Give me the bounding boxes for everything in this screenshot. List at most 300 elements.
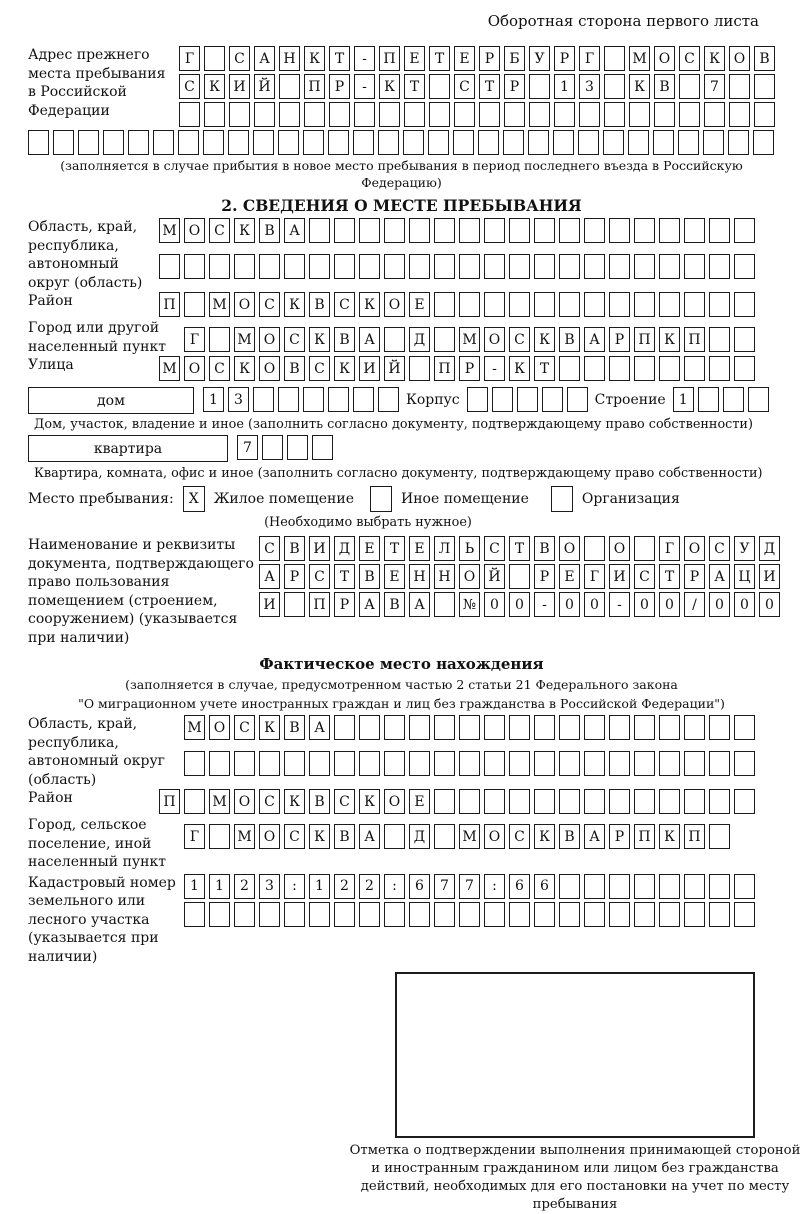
char-box[interactable] (709, 254, 730, 279)
char-box[interactable]: С (484, 536, 505, 561)
char-box[interactable]: С (209, 218, 230, 243)
char-box[interactable] (709, 824, 730, 849)
char-box[interactable] (709, 751, 730, 776)
char-box[interactable]: 6 (509, 874, 530, 899)
char-box[interactable]: Р (479, 46, 500, 71)
char-box[interactable]: С (229, 46, 250, 71)
char-box[interactable] (303, 387, 324, 412)
char-box[interactable] (559, 751, 580, 776)
char-box[interactable]: Р (609, 327, 630, 352)
char-box[interactable]: : (384, 874, 405, 899)
char-box[interactable] (128, 130, 149, 155)
char-box[interactable]: В (559, 327, 580, 352)
char-box[interactable] (684, 254, 705, 279)
char-box[interactable]: 2 (234, 874, 255, 899)
char-box[interactable] (554, 102, 575, 127)
char-box[interactable] (509, 254, 530, 279)
char-box[interactable] (453, 130, 474, 155)
char-box[interactable] (334, 254, 355, 279)
char-box[interactable] (628, 130, 649, 155)
char-box[interactable]: 1 (203, 387, 224, 412)
char-box[interactable]: К (359, 292, 380, 317)
char-box[interactable] (559, 874, 580, 899)
char-box[interactable] (353, 130, 374, 155)
char-box[interactable]: Т (404, 74, 425, 99)
char-box[interactable] (484, 218, 505, 243)
char-box[interactable]: М (184, 715, 205, 740)
char-box[interactable] (634, 715, 655, 740)
char-box[interactable]: А (584, 327, 605, 352)
char-box[interactable] (709, 292, 730, 317)
char-box[interactable]: С (454, 74, 475, 99)
char-box[interactable]: - (609, 592, 630, 617)
char-box[interactable]: П (684, 327, 705, 352)
char-box[interactable] (754, 102, 775, 127)
char-box[interactable] (509, 564, 530, 589)
char-box[interactable]: Т (384, 536, 405, 561)
char-box[interactable] (509, 292, 530, 317)
char-box[interactable] (609, 356, 630, 381)
char-box[interactable] (584, 254, 605, 279)
char-box[interactable] (559, 218, 580, 243)
char-box[interactable] (278, 387, 299, 412)
char-box[interactable]: : (284, 874, 305, 899)
char-box[interactable]: У (734, 536, 755, 561)
char-box[interactable]: Е (559, 564, 580, 589)
char-box[interactable] (659, 715, 680, 740)
char-box[interactable] (492, 387, 513, 412)
char-box[interactable]: Д (409, 824, 430, 849)
char-box[interactable] (534, 751, 555, 776)
char-box[interactable] (584, 218, 605, 243)
char-box[interactable] (279, 74, 300, 99)
char-box[interactable]: Д (409, 327, 430, 352)
char-box[interactable]: Г (659, 536, 680, 561)
char-box[interactable]: И (229, 74, 250, 99)
char-box[interactable]: И (359, 356, 380, 381)
char-box[interactable]: К (534, 327, 555, 352)
char-box[interactable] (509, 715, 530, 740)
char-box[interactable]: Г (184, 824, 205, 849)
char-box[interactable] (78, 130, 99, 155)
char-box[interactable]: О (484, 327, 505, 352)
char-box[interactable] (654, 102, 675, 127)
char-box[interactable] (734, 254, 755, 279)
char-box[interactable] (609, 874, 630, 899)
char-box[interactable] (459, 218, 480, 243)
char-box[interactable]: И (759, 564, 780, 589)
char-box[interactable]: 0 (659, 592, 680, 617)
char-box[interactable] (28, 130, 49, 155)
char-box[interactable] (734, 789, 755, 814)
char-box[interactable] (509, 902, 530, 927)
char-box[interactable] (634, 356, 655, 381)
char-box[interactable]: Ь (459, 536, 480, 561)
char-box[interactable] (209, 902, 230, 927)
char-box[interactable]: Л (434, 536, 455, 561)
char-box[interactable]: И (259, 592, 280, 617)
char-box[interactable] (504, 102, 525, 127)
char-box[interactable]: В (754, 46, 775, 71)
char-box[interactable] (434, 218, 455, 243)
char-box[interactable] (709, 902, 730, 927)
char-box[interactable] (484, 292, 505, 317)
char-box[interactable] (609, 218, 630, 243)
char-box[interactable] (729, 102, 750, 127)
char-box[interactable]: С (284, 824, 305, 849)
char-box[interactable]: П (634, 824, 655, 849)
char-box[interactable] (559, 254, 580, 279)
char-box[interactable]: С (509, 824, 530, 849)
char-box[interactable]: О (184, 218, 205, 243)
char-box[interactable]: М (234, 824, 255, 849)
char-box[interactable]: В (284, 356, 305, 381)
char-box[interactable]: 0 (709, 592, 730, 617)
char-box[interactable] (634, 536, 655, 561)
char-box[interactable] (678, 130, 699, 155)
char-box[interactable] (229, 102, 250, 127)
char-box[interactable]: - (354, 74, 375, 99)
char-box[interactable]: Г (584, 564, 605, 589)
char-box[interactable] (434, 751, 455, 776)
char-box[interactable]: 3 (259, 874, 280, 899)
char-box[interactable]: Е (384, 564, 405, 589)
char-box[interactable] (709, 874, 730, 899)
char-box[interactable] (253, 387, 274, 412)
char-box[interactable]: 0 (734, 592, 755, 617)
char-box[interactable] (604, 46, 625, 71)
char-box[interactable]: 2 (359, 874, 380, 899)
char-box[interactable] (309, 218, 330, 243)
char-box[interactable] (534, 292, 555, 317)
char-box[interactable] (303, 130, 324, 155)
char-box[interactable] (262, 435, 283, 460)
char-box[interactable] (484, 902, 505, 927)
char-box[interactable]: С (309, 564, 330, 589)
char-box[interactable] (734, 874, 755, 899)
char-box[interactable] (559, 292, 580, 317)
char-box[interactable]: К (204, 74, 225, 99)
char-box[interactable]: О (559, 536, 580, 561)
char-box[interactable] (609, 751, 630, 776)
char-box[interactable]: Р (554, 46, 575, 71)
char-box[interactable] (184, 751, 205, 776)
char-box[interactable] (434, 292, 455, 317)
char-box[interactable]: / (684, 592, 705, 617)
char-box[interactable]: Т (659, 564, 680, 589)
char-box[interactable] (578, 130, 599, 155)
char-box[interactable]: В (284, 715, 305, 740)
char-box[interactable] (659, 356, 680, 381)
char-box[interactable] (584, 902, 605, 927)
char-box[interactable] (534, 789, 555, 814)
char-box[interactable] (259, 254, 280, 279)
char-box[interactable]: А (584, 824, 605, 849)
char-box[interactable]: С (334, 292, 355, 317)
char-box[interactable] (584, 874, 605, 899)
char-box[interactable]: - (534, 592, 555, 617)
char-box[interactable] (509, 218, 530, 243)
char-box[interactable] (659, 789, 680, 814)
char-box[interactable] (734, 751, 755, 776)
char-box[interactable] (698, 387, 719, 412)
char-box[interactable]: А (359, 592, 380, 617)
char-box[interactable]: К (234, 356, 255, 381)
char-box[interactable]: 0 (559, 592, 580, 617)
char-box[interactable] (459, 902, 480, 927)
char-box[interactable] (284, 751, 305, 776)
char-box[interactable] (734, 715, 755, 740)
char-box[interactable]: Р (329, 74, 350, 99)
char-box[interactable]: Д (334, 536, 355, 561)
char-box[interactable] (204, 102, 225, 127)
char-box[interactable] (459, 254, 480, 279)
char-box[interactable]: О (684, 536, 705, 561)
char-box[interactable]: 7 (459, 874, 480, 899)
char-box[interactable] (359, 751, 380, 776)
char-box[interactable]: В (384, 592, 405, 617)
char-box[interactable]: И (309, 536, 330, 561)
char-box[interactable] (178, 130, 199, 155)
char-box[interactable]: 2 (334, 874, 355, 899)
char-box[interactable]: 0 (484, 592, 505, 617)
char-box[interactable]: П (379, 46, 400, 71)
char-box[interactable]: Р (609, 824, 630, 849)
char-box[interactable]: Е (409, 789, 430, 814)
char-box[interactable]: В (309, 292, 330, 317)
char-box[interactable] (734, 902, 755, 927)
char-box[interactable] (234, 254, 255, 279)
char-box[interactable] (534, 218, 555, 243)
char-box[interactable] (253, 130, 274, 155)
char-box[interactable]: К (534, 824, 555, 849)
char-box[interactable]: Г (579, 46, 600, 71)
char-box[interactable] (234, 751, 255, 776)
char-box[interactable] (709, 715, 730, 740)
char-box[interactable] (304, 102, 325, 127)
char-box[interactable] (634, 218, 655, 243)
char-box[interactable] (584, 292, 605, 317)
char-box[interactable]: 1 (184, 874, 205, 899)
char-box[interactable]: С (284, 327, 305, 352)
char-box[interactable] (359, 254, 380, 279)
char-box[interactable] (329, 102, 350, 127)
char-box[interactable] (529, 102, 550, 127)
char-box[interactable]: 7 (434, 874, 455, 899)
char-box[interactable] (734, 356, 755, 381)
char-box[interactable]: М (459, 327, 480, 352)
char-box[interactable] (729, 74, 750, 99)
char-box[interactable] (378, 387, 399, 412)
char-box[interactable]: Н (279, 46, 300, 71)
char-box[interactable] (287, 435, 308, 460)
char-box[interactable] (428, 130, 449, 155)
char-box[interactable]: 0 (634, 592, 655, 617)
char-box[interactable]: К (284, 292, 305, 317)
char-box[interactable] (684, 218, 705, 243)
char-box[interactable] (584, 751, 605, 776)
char-box[interactable] (734, 327, 755, 352)
char-box[interactable]: О (234, 292, 255, 317)
char-box[interactable] (509, 789, 530, 814)
char-box[interactable] (334, 218, 355, 243)
char-box[interactable] (184, 292, 205, 317)
char-box[interactable] (309, 751, 330, 776)
char-box[interactable]: К (659, 824, 680, 849)
char-box[interactable] (103, 130, 124, 155)
char-box[interactable] (184, 902, 205, 927)
char-box[interactable] (709, 327, 730, 352)
char-box[interactable] (679, 102, 700, 127)
char-box[interactable]: И (609, 564, 630, 589)
char-box[interactable] (704, 102, 725, 127)
char-box[interactable]: Г (184, 327, 205, 352)
char-box[interactable] (153, 130, 174, 155)
char-box[interactable] (609, 254, 630, 279)
char-box[interactable] (584, 356, 605, 381)
char-box[interactable] (659, 254, 680, 279)
char-box[interactable] (659, 218, 680, 243)
char-box[interactable] (309, 902, 330, 927)
char-box[interactable] (228, 130, 249, 155)
char-box[interactable]: Й (254, 74, 275, 99)
char-box[interactable]: О (209, 715, 230, 740)
char-box[interactable] (259, 751, 280, 776)
char-box[interactable] (484, 254, 505, 279)
char-box[interactable] (679, 74, 700, 99)
char-box[interactable] (659, 874, 680, 899)
char-box[interactable] (528, 130, 549, 155)
char-box[interactable] (684, 356, 705, 381)
char-box[interactable] (534, 715, 555, 740)
char-box[interactable] (209, 824, 230, 849)
char-box[interactable]: А (259, 564, 280, 589)
char-box[interactable] (734, 218, 755, 243)
char-box[interactable] (553, 130, 574, 155)
char-box[interactable] (609, 789, 630, 814)
char-box[interactable]: - (484, 356, 505, 381)
char-box[interactable]: В (259, 218, 280, 243)
char-box[interactable] (609, 715, 630, 740)
char-box[interactable] (254, 102, 275, 127)
char-box[interactable] (334, 751, 355, 776)
char-box[interactable] (284, 592, 305, 617)
char-box[interactable] (753, 130, 774, 155)
char-box[interactable] (434, 789, 455, 814)
char-box[interactable]: Ц (734, 564, 755, 589)
char-box[interactable]: 1 (673, 387, 694, 412)
char-box[interactable] (409, 218, 430, 243)
char-box[interactable]: Р (459, 356, 480, 381)
char-box[interactable]: Р (284, 564, 305, 589)
char-box[interactable]: П (684, 824, 705, 849)
char-box[interactable] (479, 102, 500, 127)
char-box[interactable] (634, 874, 655, 899)
char-box[interactable]: В (309, 789, 330, 814)
char-box[interactable] (634, 254, 655, 279)
char-box[interactable]: К (309, 327, 330, 352)
char-box[interactable] (609, 292, 630, 317)
char-box[interactable]: К (284, 789, 305, 814)
char-box[interactable] (478, 130, 499, 155)
char-box[interactable]: О (184, 356, 205, 381)
char-box[interactable] (684, 715, 705, 740)
char-box[interactable] (334, 902, 355, 927)
char-box[interactable] (467, 387, 488, 412)
char-box[interactable]: О (484, 824, 505, 849)
char-box[interactable] (709, 356, 730, 381)
char-box[interactable]: С (634, 564, 655, 589)
char-box[interactable]: С (679, 46, 700, 71)
char-box[interactable] (184, 254, 205, 279)
char-box[interactable] (723, 387, 744, 412)
char-box[interactable] (684, 902, 705, 927)
char-box[interactable] (684, 874, 705, 899)
char-box[interactable]: О (384, 789, 405, 814)
char-box[interactable]: 0 (759, 592, 780, 617)
char-box[interactable] (409, 715, 430, 740)
char-box[interactable] (454, 102, 475, 127)
char-box[interactable]: П (309, 592, 330, 617)
char-box[interactable]: О (259, 327, 280, 352)
char-box[interactable]: Н (434, 564, 455, 589)
char-box[interactable]: 3 (228, 387, 249, 412)
char-box[interactable]: М (159, 218, 180, 243)
char-box[interactable] (284, 254, 305, 279)
char-box[interactable]: С (309, 356, 330, 381)
char-box[interactable]: О (384, 292, 405, 317)
char-box[interactable]: О (609, 536, 630, 561)
char-box[interactable] (748, 387, 769, 412)
char-box[interactable]: М (459, 824, 480, 849)
char-box[interactable]: Т (334, 564, 355, 589)
char-box[interactable] (484, 751, 505, 776)
char-box[interactable]: О (259, 824, 280, 849)
char-box[interactable] (409, 254, 430, 279)
char-box[interactable] (384, 715, 405, 740)
char-box[interactable] (359, 715, 380, 740)
char-box[interactable]: 3 (579, 74, 600, 99)
char-box[interactable] (534, 254, 555, 279)
char-box[interactable] (403, 130, 424, 155)
char-box[interactable]: Е (454, 46, 475, 71)
char-box[interactable]: Е (409, 292, 430, 317)
char-box[interactable]: Н (409, 564, 430, 589)
char-box[interactable]: Р (334, 592, 355, 617)
char-box[interactable] (634, 292, 655, 317)
char-box[interactable]: В (654, 74, 675, 99)
char-box[interactable] (312, 435, 333, 460)
stay-type-checkbox-residential[interactable]: X (183, 486, 205, 512)
char-box[interactable] (484, 789, 505, 814)
char-box[interactable]: К (309, 824, 330, 849)
char-box[interactable] (234, 902, 255, 927)
char-box[interactable] (604, 102, 625, 127)
char-box[interactable]: 1 (209, 874, 230, 899)
char-box[interactable]: Т (479, 74, 500, 99)
char-box[interactable]: С (179, 74, 200, 99)
char-box[interactable]: : (484, 874, 505, 899)
char-box[interactable] (659, 292, 680, 317)
char-box[interactable] (434, 824, 455, 849)
char-box[interactable]: 6 (534, 874, 555, 899)
char-box[interactable] (359, 902, 380, 927)
char-box[interactable]: С (709, 536, 730, 561)
char-box[interactable]: 1 (554, 74, 575, 99)
char-box[interactable] (559, 789, 580, 814)
char-box[interactable]: М (234, 327, 255, 352)
char-box[interactable] (634, 751, 655, 776)
